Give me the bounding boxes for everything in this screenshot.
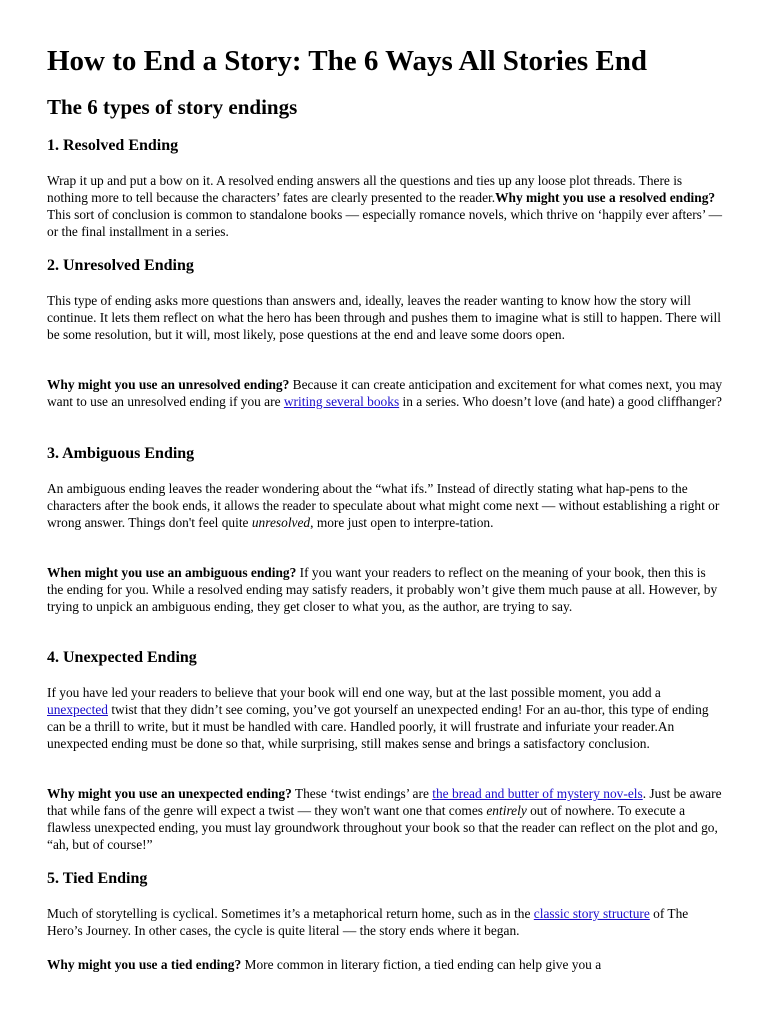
question-bold: Why might you use an unresolved ending? (47, 377, 290, 392)
section-paragraph: An ambiguous ending leaves the reader wondering about the “what ifs.” Instead of directly stating what hap-pens to the characters after the book ends, it allows the reader to speculate about what might come next — without establishing a right or wrong answer. Things don't feel quite unresolved, more just open to interpre-tation. (47, 481, 720, 530)
question-bold: When might you use an ambiguous ending? (47, 565, 297, 580)
link-mystery-novels[interactable]: the bread and butter of mystery nov-els (432, 786, 643, 801)
section-heading-unexpected: 4. Unexpected Ending (47, 649, 197, 666)
page-subtitle: The 6 types of story endings (47, 95, 298, 119)
link-classic-story-structure[interactable]: classic story structure (533, 906, 650, 921)
section-paragraph: If you have led your readers to believe that your book will end one way, but at the last possible moment, you add a unexpected twist that they didn’t see coming, you’ve got yourself an unexpected ending! For an au-thor, this type of ending can be a thrill to write, but it must be handled with care. Handled poorly, it will frustrate and infuriate your reader.An unexpected ending must be done so that, while surprising, still makes sense and brings a satisfactory conclusion. (47, 685, 709, 751)
section-paragraph: When might you use an ambiguous ending? If you want your readers to reflect on the meaning of your book, then this is the ending for you. While a resolved ending may satisfy readers, it probably won’t give them much pause at all. However, by trying to unpick an ambiguous ending, they get closer to what you, as the author, are trying to say. (47, 565, 718, 614)
section-heading-tied: 5. Tied Ending (47, 870, 148, 887)
section-paragraph: Why might you use a tied ending? More common in literary fiction, a tied ending can help give you a (47, 957, 602, 972)
section-heading-unresolved: 2. Unresolved Ending (47, 257, 194, 274)
section-paragraph: This type of ending asks more questions than answers and, ideally, leaves the reader wanting to know how the story will continue. It lets them reflect on what the hero has been through and pushes them to imagine what is still to happen. There will be some resolution, but it will, most likely, pose questions at the end and leave some doors open. (47, 293, 721, 342)
link-writing-several-books[interactable]: writing several books (283, 394, 400, 409)
section-paragraph: Why might you use an unexpected ending? These ‘twist endings’ are the bread and butter of mystery nov-els. Just be aware that while fans of the genre will expect a twist — they won't want one that comes entirely out of nowhere. To execute a flawless unexpected ending, you must lay groundwork throughout your book so that the reader can reflect on the plot and go, “ah, but of course!” (47, 786, 722, 852)
section-paragraph: Much of storytelling is cyclical. Sometimes it’s a metaphorical return home, such as in the classic story structure of The Hero’s Journey. In other cases, the cycle is quite literal — the story ends where it began. (47, 906, 689, 938)
link-unexpected[interactable]: unexpected (47, 702, 108, 717)
section-heading-ambiguous: 3. Ambiguous Ending (47, 445, 195, 462)
section-heading-resolved: 1. Resolved Ending (47, 137, 179, 154)
page-title: How to End a Story: The 6 Ways All Stories End (47, 45, 647, 77)
question-bold: Why might you use an unexpected ending? (47, 786, 292, 801)
question-bold: Why might you use a resolved ending? (495, 190, 716, 205)
question-bold: Why might you use a tied ending? (47, 957, 242, 972)
section-paragraph: Why might you use an unresolved ending? Because it can create anticipation and excitement for what comes next, you may want to use an unresolved ending if you are writing several books in a series. Who doesn’t love (and hate) a good cliffhanger? (47, 377, 723, 409)
section-paragraph: Wrap it up and put a bow on it. A resolved ending answers all the questions and ties up any loose plot threads. There is nothing more to tell because the characters’ fates are clearly presented to the reader.Why might you use a resolved ending? This sort of conclusion is common to standalone books — especially romance novels, which thrive on ‘happily ever afters’ — or the final installment in a series. (47, 173, 723, 239)
